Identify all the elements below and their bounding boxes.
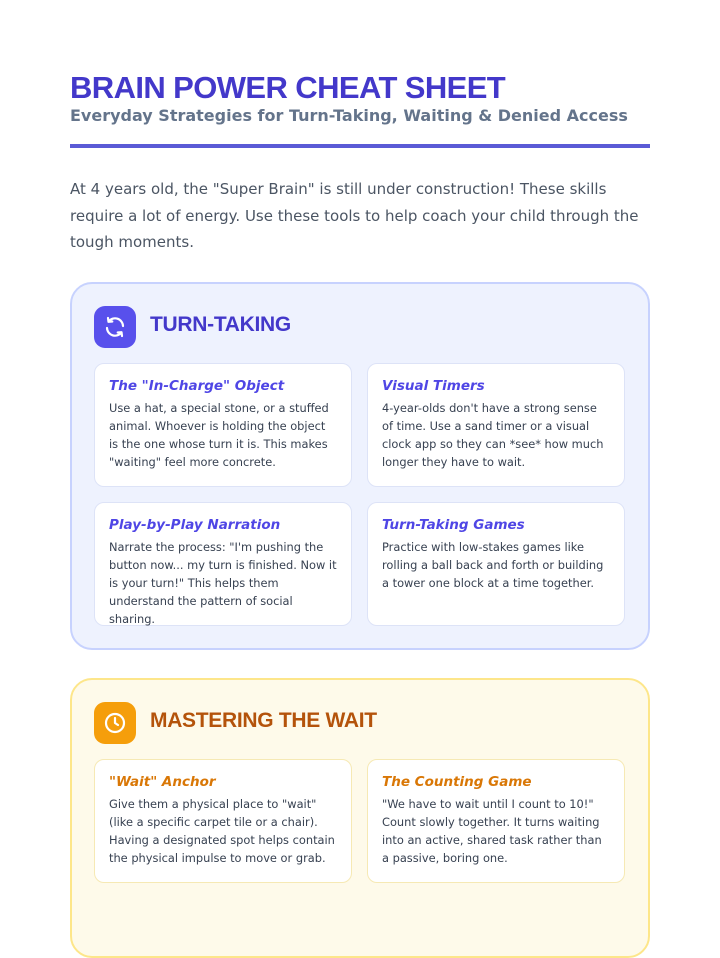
- section-title: TURN-TAKING: [150, 313, 291, 336]
- card-body: Practice with low-stakes games like rolling a ball back and forth or building a tower one block at a time together.: [382, 540, 604, 590]
- section-turn-taking: [70, 282, 650, 650]
- section-title: MASTERING THE WAIT: [150, 709, 377, 732]
- refresh-cycle-icon: [94, 306, 136, 348]
- card-title: Visual Timers: [382, 378, 485, 394]
- section-mastering-the-wait: [70, 678, 650, 958]
- strategy-card: [367, 363, 625, 487]
- page-title: BRAIN POWER CHEAT SHEET: [70, 70, 506, 105]
- card-body: 4-year-olds don't have a strong sense of time. Use a sand timer or a visual clock app so they can *see* how much longer they have to wait.: [382, 401, 604, 469]
- strategy-card: [94, 502, 352, 626]
- card-body: Give them a physical place to "wait" (like a specific carpet tile or a chair). Having a designated spot helps contain the physical impulse to move or grab.: [109, 797, 335, 865]
- card-title: The "In-Charge" Object: [109, 378, 285, 394]
- card-title: Play-by-Play Narration: [109, 517, 281, 533]
- strategy-card: [367, 759, 625, 883]
- card-body: Use a hat, a special stone, or a stuffed animal. Whoever is holding the object is the one whose turn it is. This makes "waiting" feel more concrete.: [109, 401, 329, 469]
- strategy-card: [94, 363, 352, 487]
- card-body: Narrate the process: "I'm pushing the button now... my turn is finished. Now it is your turn!" This helps them understand the pattern of social sharing.: [109, 540, 337, 626]
- card-title: The Counting Game: [382, 774, 532, 790]
- strategy-card: [94, 759, 352, 883]
- intro-paragraph: At 4 years old, the "Super Brain" is still under construction! These skills require a lot of energy. Use these tools to help coach your child through the tough moments.: [70, 180, 639, 251]
- page-subtitle: Everyday Strategies for Turn-Taking, Waiting & Denied Access: [70, 106, 628, 125]
- card-body: "We have to wait until I count to 10!" Count slowly together. It turns waiting into an active, shared task rather than a passive, boring one.: [382, 797, 602, 865]
- card-title: Turn-Taking Games: [382, 517, 525, 533]
- clock-icon: [94, 702, 136, 744]
- strategy-card: [367, 502, 625, 626]
- card-title: "Wait" Anchor: [109, 774, 216, 790]
- header-divider: [70, 144, 650, 148]
